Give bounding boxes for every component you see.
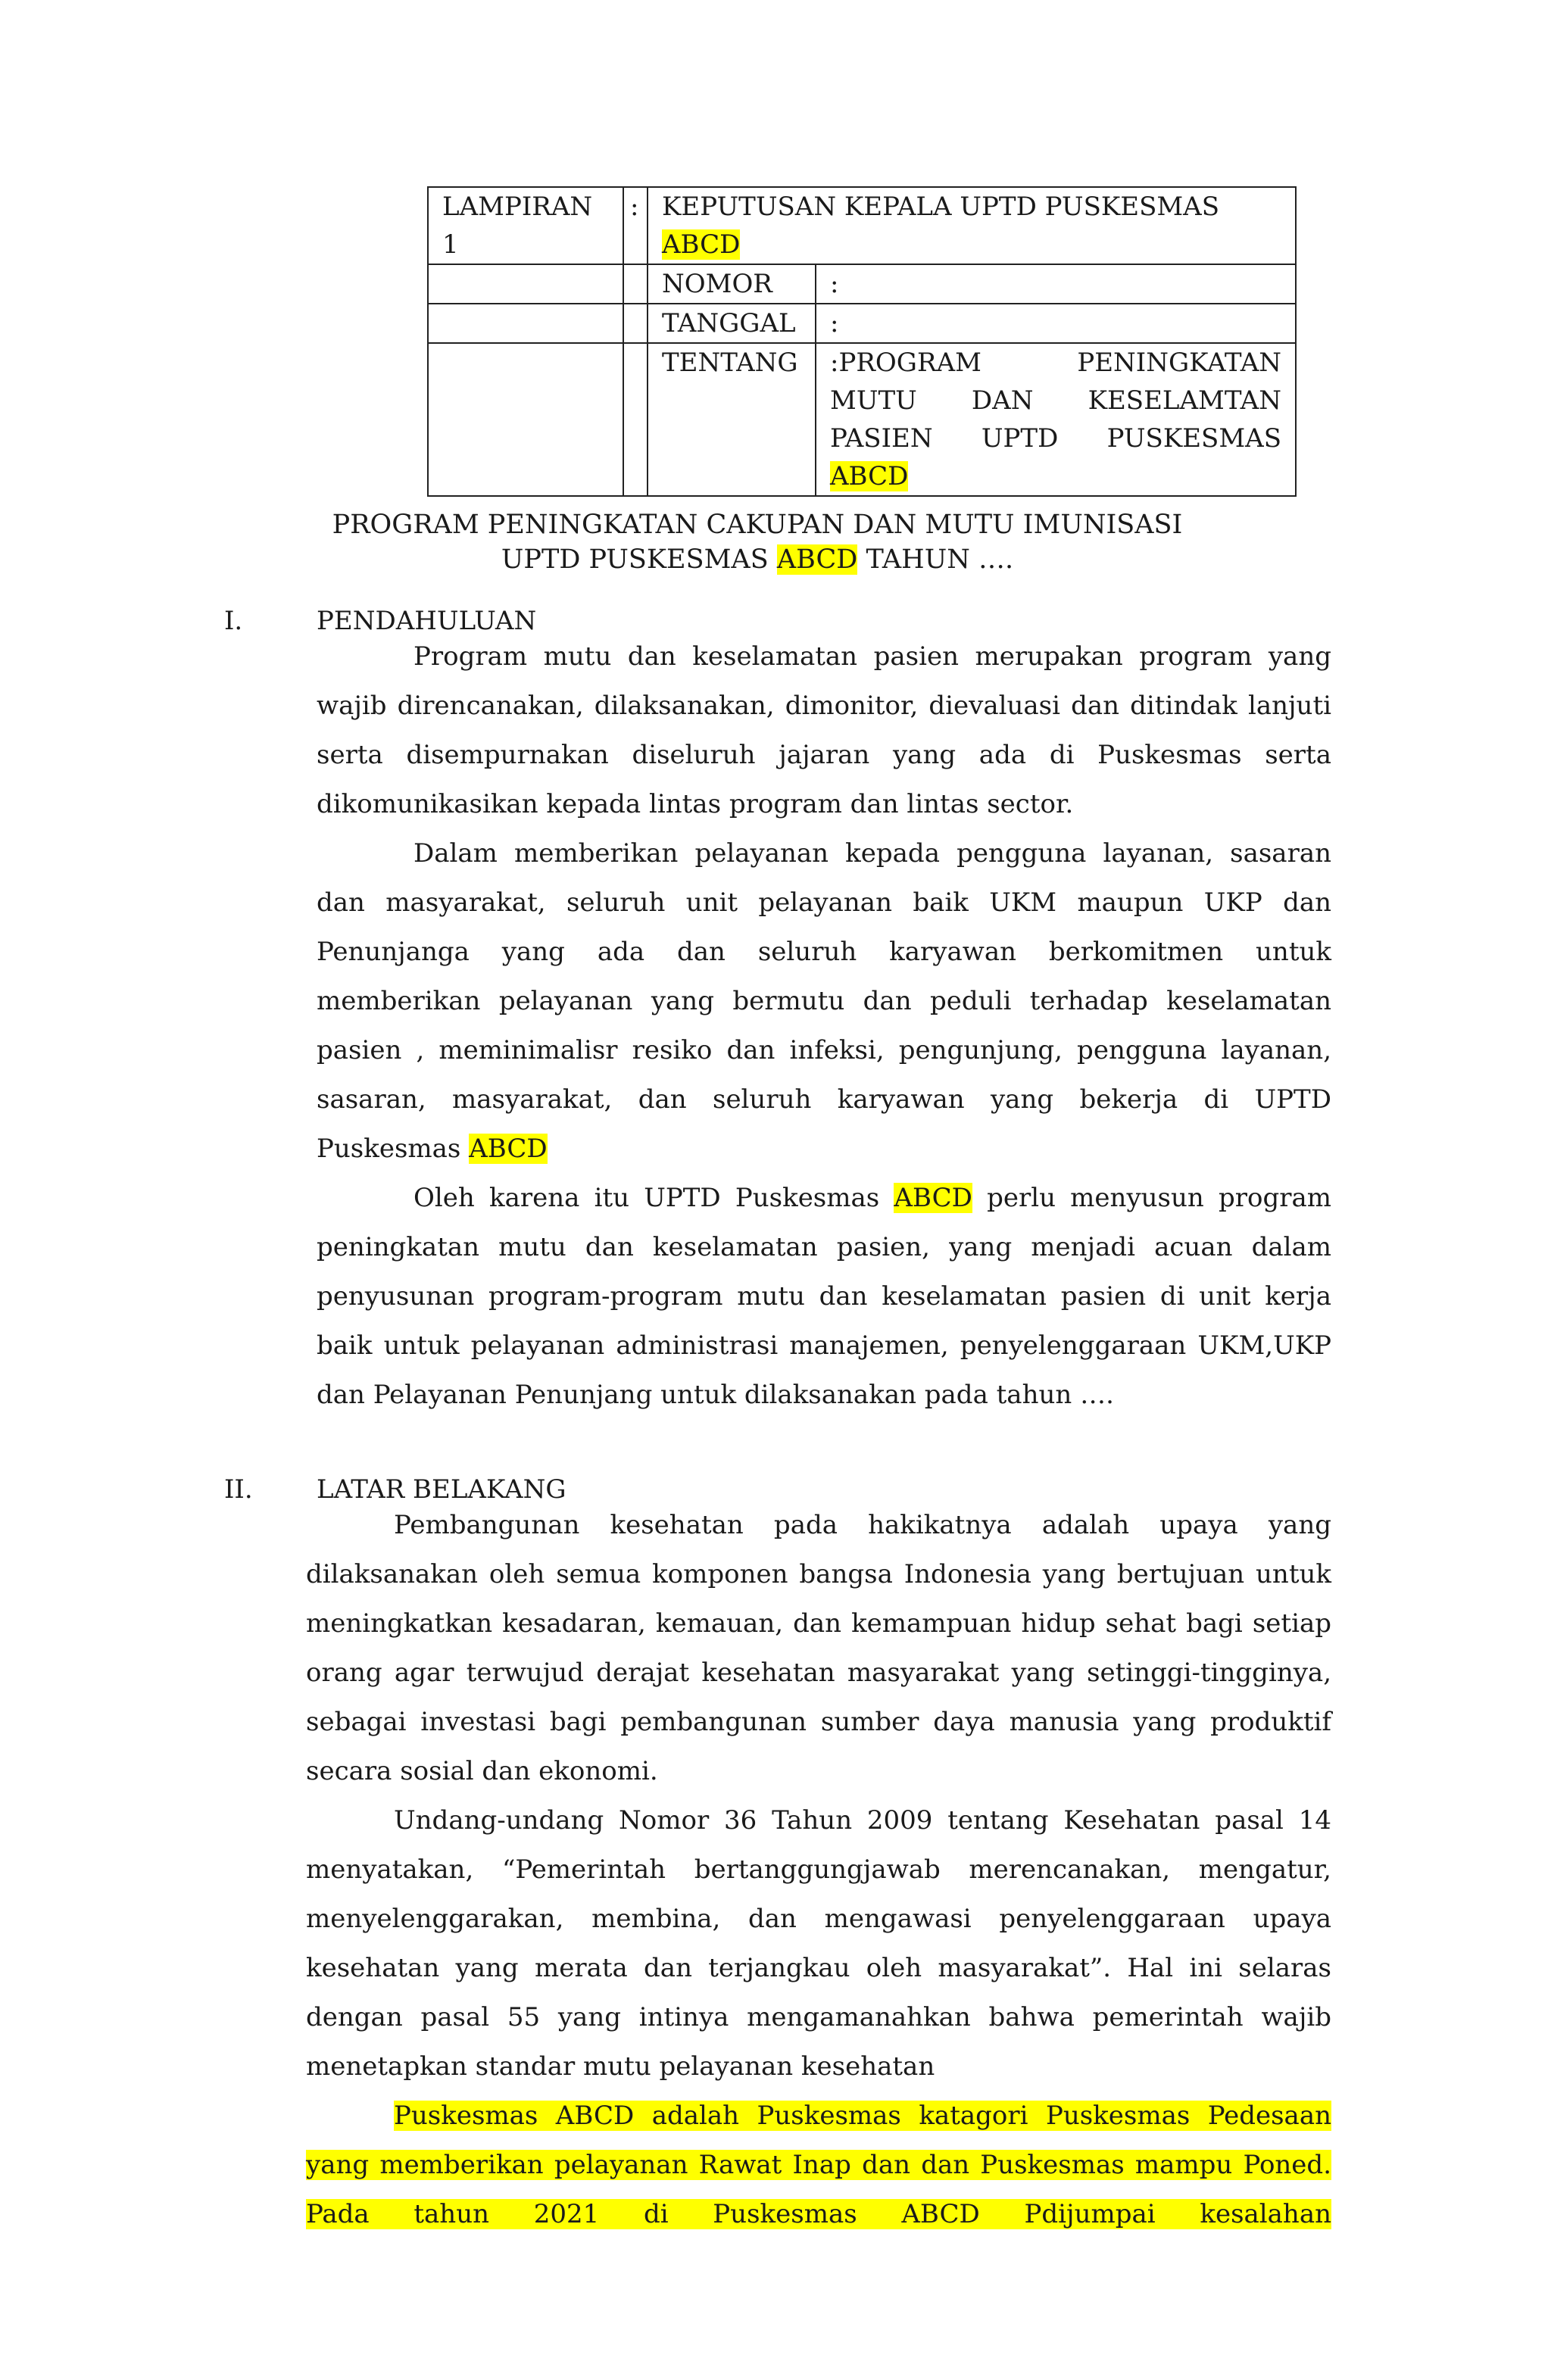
empty-cell	[623, 343, 648, 496]
tanggal-label: TANGGAL	[648, 304, 816, 343]
document-title	[0, 507, 1515, 577]
empty-cell	[428, 304, 623, 343]
colon-cell: :	[623, 187, 648, 264]
nomor-label: NOMOR	[648, 264, 816, 304]
highlighted-text: Puskesmas ABCD adalah Puskesmas katagori Puskesmas Pedesaan yang memberikan pelayanan Rawat Inap dan dan Puskesmas mampu Poned. Pada tahun 2021 di Puskesmas ABCD Pdijumpai kesalahan	[306, 2101, 1331, 2229]
nomor-value: :	[816, 264, 1296, 304]
tentang-value-text: :PROGRAM PENINGKATAN MUTU DAN KESELAMTAN PASIEN UPTD PUSKESMAS	[830, 348, 1281, 454]
empty-cell	[623, 304, 648, 343]
lampiran-value-text: KEPUTUSAN KEPALA UPTD PUSKESMAS	[662, 192, 1220, 222]
highlighted-placeholder: ABCD	[662, 229, 741, 260]
paragraph: Pembangunan kesehatan pada hakikatnya adalah upaya yang dilaksanakan oleh semua komponen bangsa Indonesia yang bertujuan untuk meningkatkan kesadaran, kemauan, dan kemampuan hidup sehat bagi setiap orang agar terwujud derajat kesehatan masyarakat yang setinggi-tingginya, sebagai investasi bagi pembangunan sumber daya manusia yang produktif secara sosial dan ekonomi.	[306, 1510, 1331, 1786]
title-line-2-pre: UPTD PUSKESMAS	[501, 544, 769, 575]
empty-cell	[623, 264, 648, 304]
highlighted-placeholder: ABCD	[469, 1134, 548, 1164]
highlighted-placeholder: ABCD	[830, 461, 909, 491]
paragraph: Program mutu dan keselamatan pasien merupakan program yang wajib direncanakan, dilaksanakan, dimonitor, dievaluasi dan ditindak lanjuti serta disempurnakan diseluruh jajaran yang ada di Puskesmas serta dikomunikasikan kepada lintas program dan lintas sector.	[317, 641, 1331, 819]
empty-cell	[428, 264, 623, 304]
title-line-1: PROGRAM PENINGKATAN CAKUPAN DAN MUTU IMUNISASI	[332, 510, 1183, 540]
section-2-title: LATAR BELAKANG	[317, 1474, 566, 1505]
lampiran-value	[648, 187, 1296, 264]
section-1-number: I.	[224, 606, 243, 636]
paragraph	[317, 829, 1331, 1174]
empty-cell	[428, 343, 623, 496]
table-row	[428, 187, 1296, 264]
paragraph-text: Dalam memberikan pelayanan kepada pengguna layanan, sasaran dan masyarakat, seluruh unit pelayanan baik UKM maupun UKP dan Penunjanga yang ada dan seluruh karyawan berkomitmen untuk memberikan pelayanan yang bermutu dan peduli terhadap keselamatan pasien , meminimalisr resiko dan infeksi, pengunjung, pengguna layanan, sasaran, masyarakat, dan seluruh karyawan yang bekerja di UPTD Puskesmas	[317, 838, 1331, 1164]
paragraph-text: Oleh karena itu UPTD Puskesmas	[413, 1183, 880, 1213]
lampiran-label: LAMPIRAN 1	[428, 187, 623, 264]
section-2-number: II.	[224, 1474, 253, 1505]
paragraph: Undang-undang Nomor 36 Tahun 2009 tentang Kesehatan pasal 14 menyatakan, “Pemerintah bertanggungjawab merencanakan, mengatur, menyelenggarakan, membina, dan mengawasi penyelenggaraan upaya kesehatan yang merata dan terjangkau oleh masyarakat”. Hal ini selaras dengan pasal 55 yang intinya mengamanahkan bahwa pemerintah wajib menetapkan standar mutu pelayanan kesehatan	[306, 1805, 1331, 2082]
title-line-2	[0, 542, 1515, 577]
paragraph	[317, 1174, 1331, 1420]
tanggal-value: :	[816, 304, 1296, 343]
table-row	[428, 343, 1296, 496]
table-row	[428, 264, 1296, 304]
section-2-body	[306, 1501, 1331, 2239]
title-line-2-post: TAHUN ….	[866, 544, 1014, 575]
section-1-title: PENDAHULUAN	[317, 606, 537, 636]
section-1-body	[317, 632, 1331, 1420]
tentang-label: TENTANG	[648, 343, 816, 496]
table-row	[428, 304, 1296, 343]
highlighted-placeholder: ABCD	[776, 544, 858, 575]
highlighted-placeholder: ABCD	[894, 1183, 972, 1213]
tentang-value	[816, 343, 1296, 496]
highlighted-paragraph	[306, 2091, 1331, 2239]
paragraph-text: perlu menyusun program peningkatan mutu dan keselamatan pasien, yang menjadi acuan dalam penyusunan program-program mutu dan keselamatan pasien di unit kerja baik untuk pelayanan administrasi manajemen, penyelenggaraan UKM,UKP dan Pelayanan Penunjang untuk dilaksanakan pada tahun ….	[317, 1183, 1331, 1410]
attachment-header-table	[427, 186, 1297, 497]
